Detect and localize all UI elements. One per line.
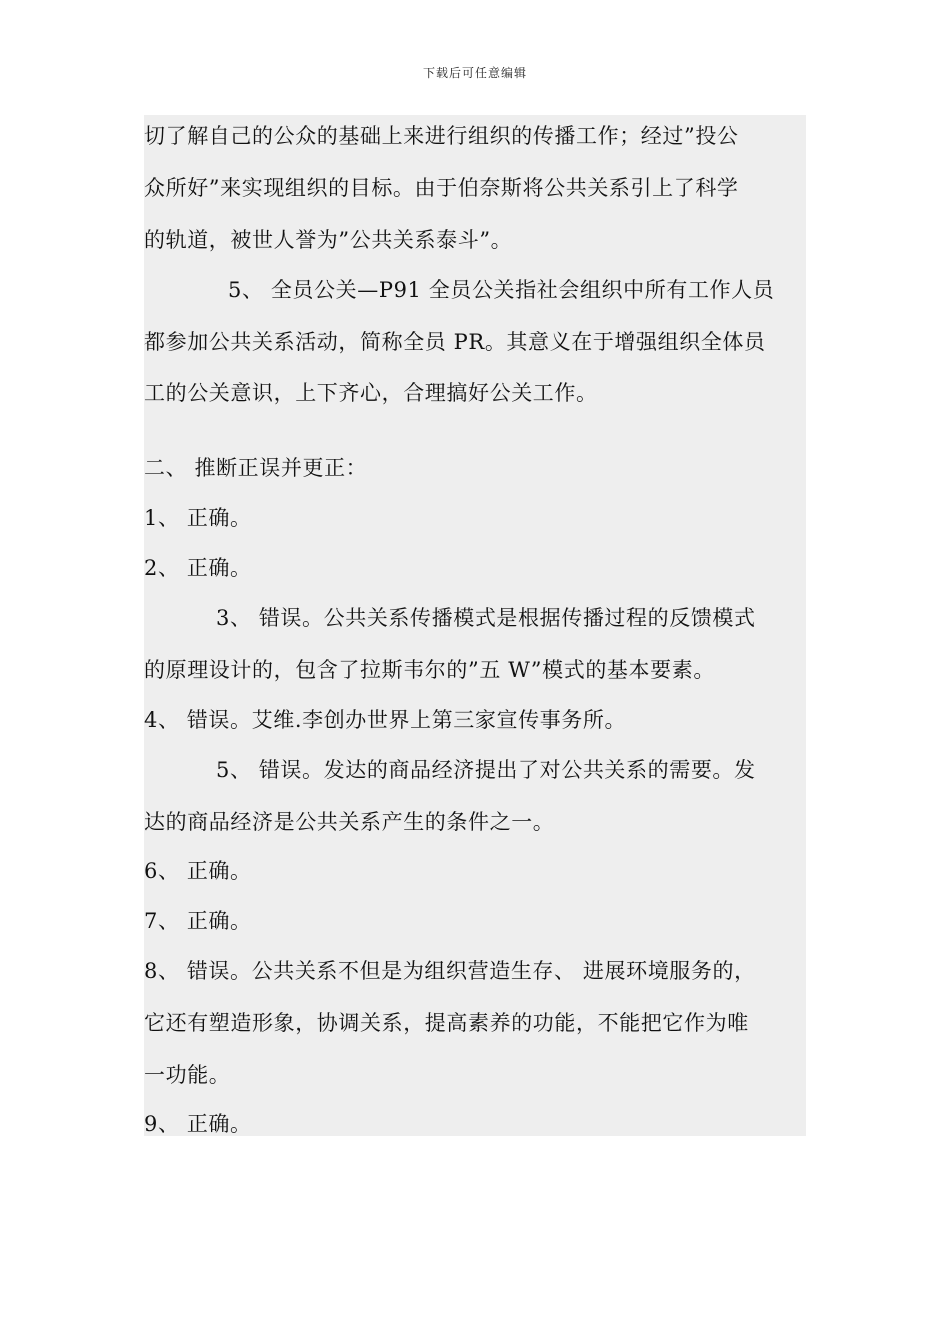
document-body [144, 115, 806, 1136]
text-line: 达的商品经济是公共关系产生的条件之一。 [144, 810, 555, 834]
text-line: 的轨道，被世人誉为”公共关系泰斗”。 [144, 228, 513, 252]
list-item: 9、 正确。 [144, 1112, 252, 1136]
list-item: 7、 正确。 [144, 909, 252, 933]
text-line: 它还有塑造形象，协调关系，提高素养的功能，不能把它作为唯 [144, 1011, 749, 1035]
text-line: 5、 全员公关—P91 全员公关指社会组织中所有工作人员 [228, 278, 775, 302]
text-line: 都参加公共关系活动，简称全员 PR。其意义在于增强组织全体员 [144, 330, 766, 354]
list-item: 5、 错误。发达的商品经济提出了对公共关系的需要。发 [216, 758, 756, 782]
text-line: 切了解自己的公众的基础上来进行组织的传播工作；经过”投公 [144, 124, 739, 148]
list-item: 1、 正确。 [144, 506, 252, 530]
text-line: 众所好”来实现组织的目标。由于伯奈斯将公共关系引上了科学 [144, 176, 739, 200]
list-item: 8、 错误。公共关系不但是为组织营造生存、 进展环境服务的， [144, 959, 756, 983]
section-heading: 二、 推断正误并更正： [144, 456, 368, 480]
list-item: 3、 错误。公共关系传播模式是根据传播过程的反馈模式 [216, 606, 756, 630]
list-item: 4、 错误。艾维.李创办世界上第三家宣传事务所。 [144, 708, 627, 732]
page-header: 下载后可任意编辑 [422, 66, 527, 80]
text-line: 工的公关意识，上下齐心，合理搞好公关工作。 [144, 381, 598, 405]
list-item: 2、 正确。 [144, 556, 252, 580]
list-item: 6、 正确。 [144, 859, 252, 883]
text-line: 的原理设计的，包含了拉斯韦尔的”五 W”模式的基本要素。 [144, 658, 715, 682]
text-line: 一功能。 [144, 1063, 231, 1087]
